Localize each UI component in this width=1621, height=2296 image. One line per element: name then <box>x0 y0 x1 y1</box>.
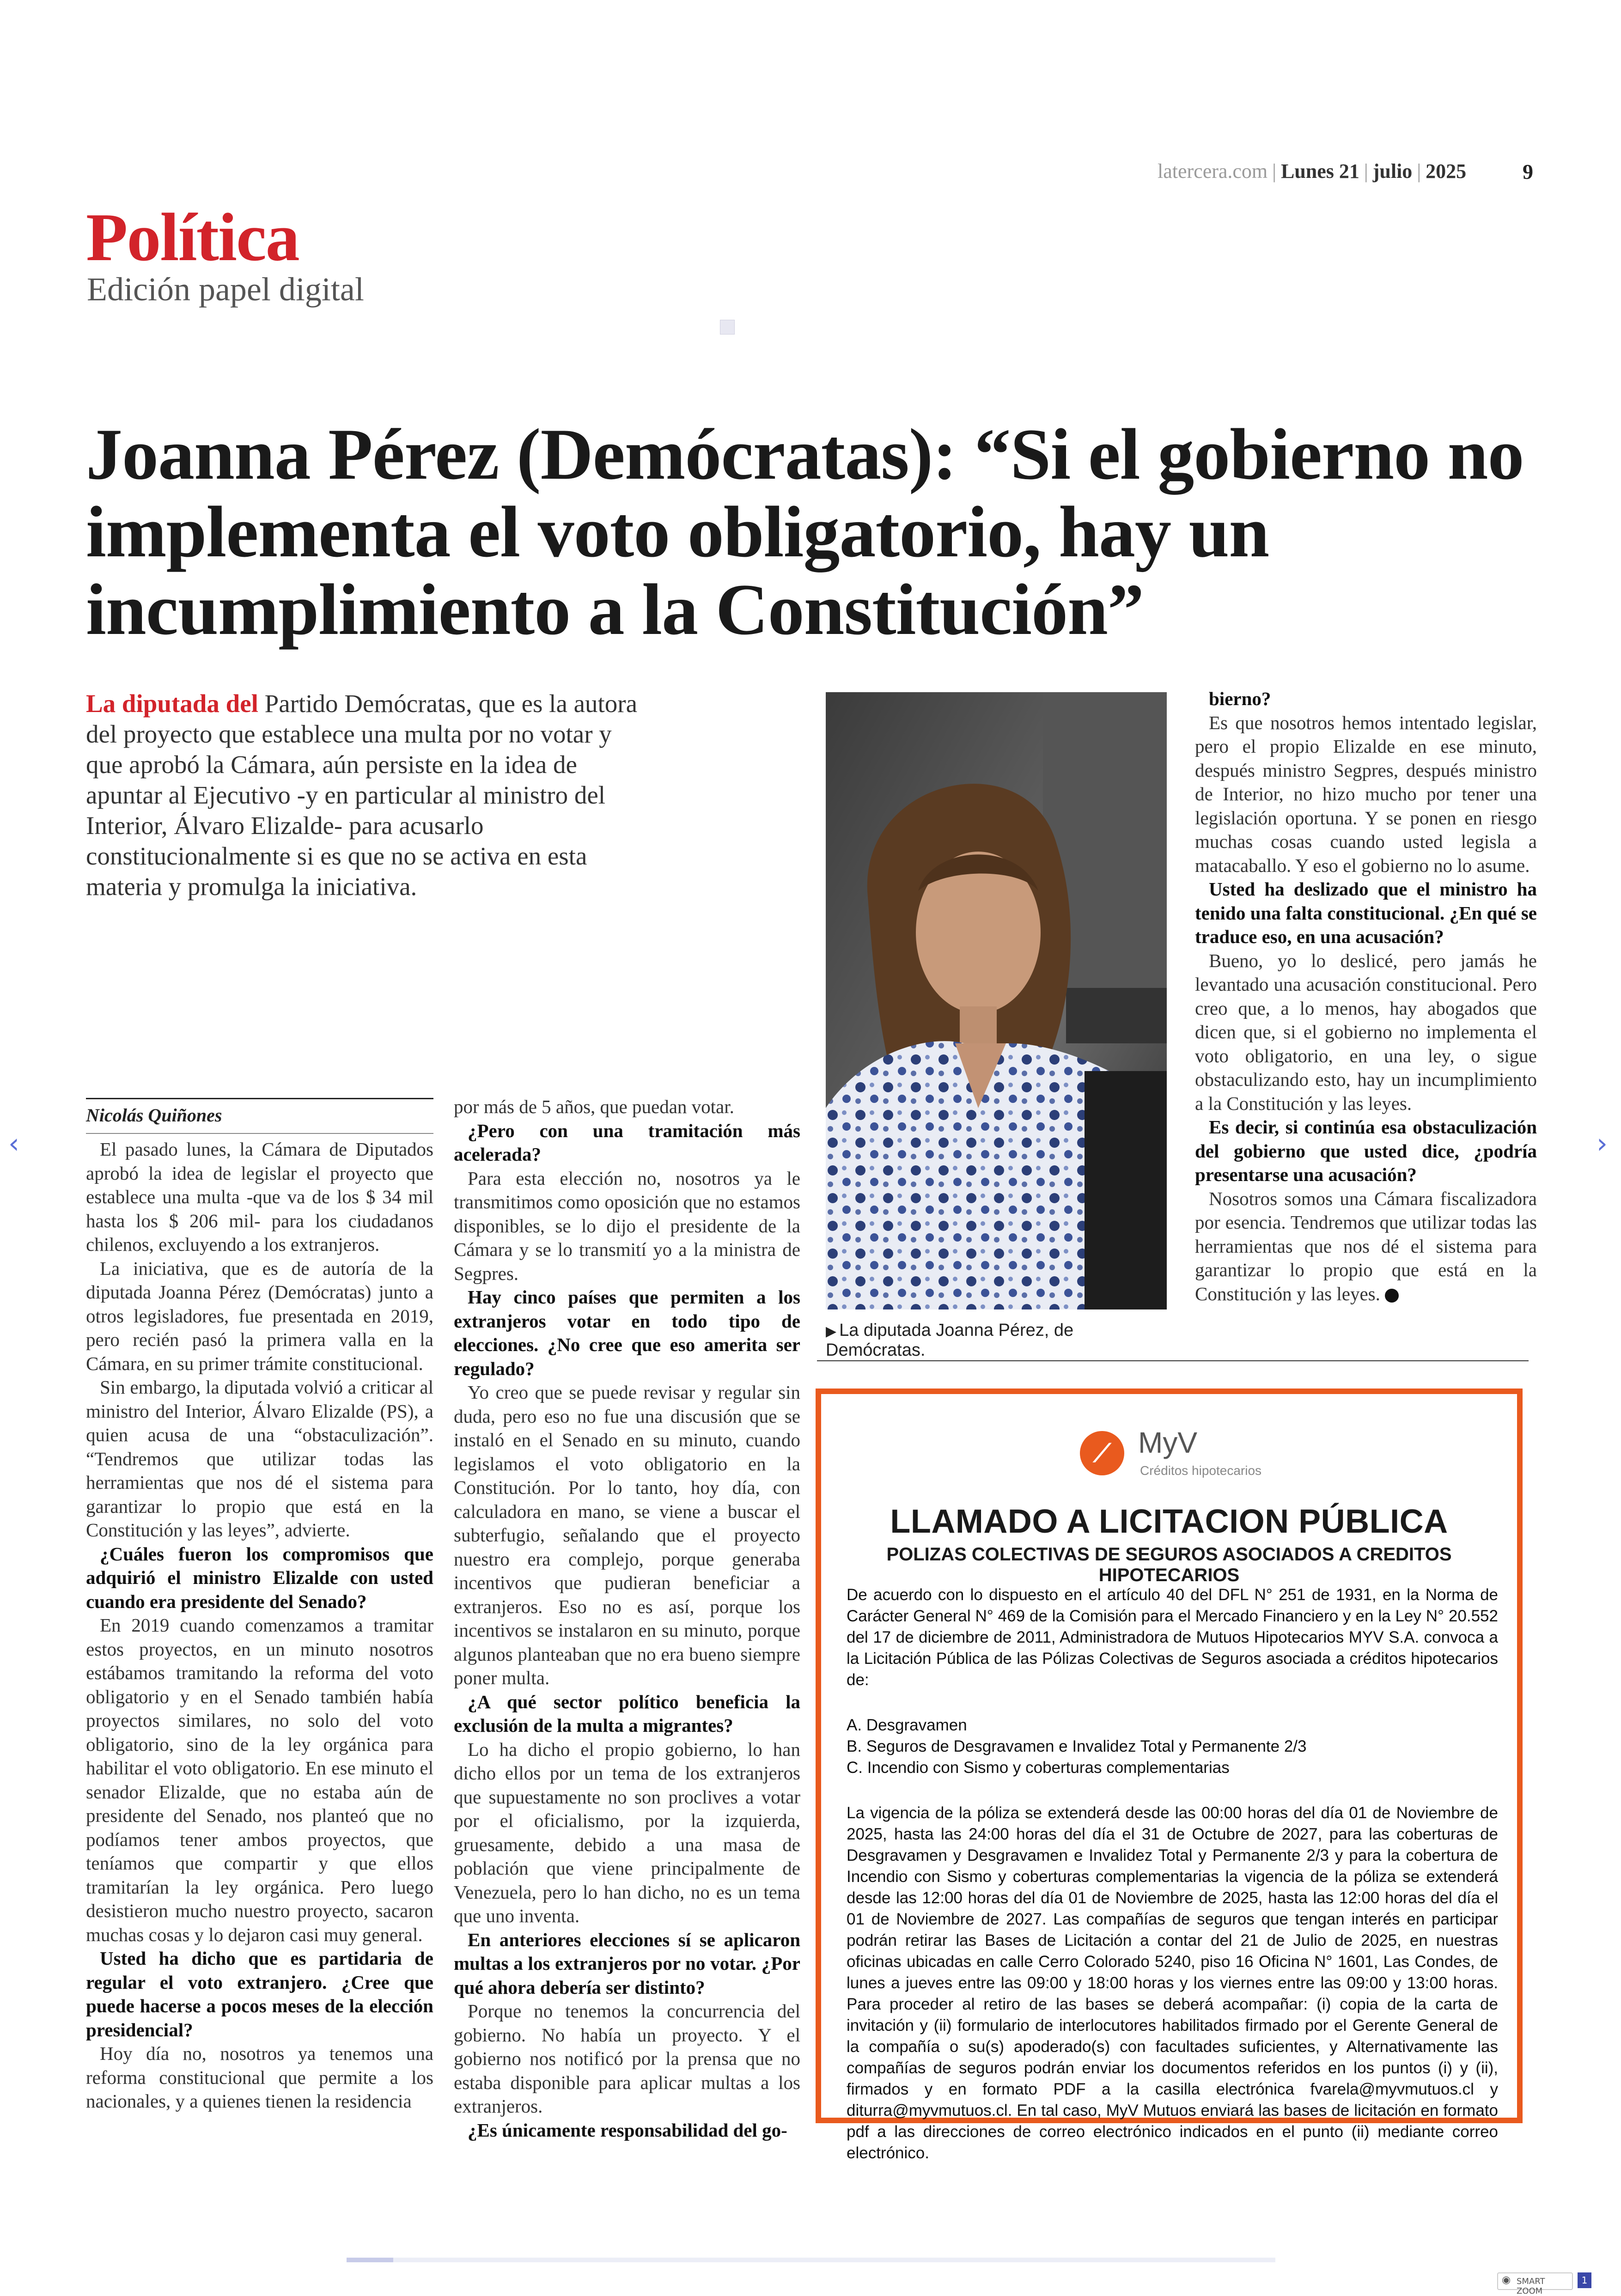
lead-text: Partido Demócratas, que es la autora del proyecto que establece una multa por no votar y que aprobó la Cámara, aún persiste en la idea de apuntar al Ejecutivo -y en particular al ministro del Interior, Álvaro Elizalde- para acusarlo constitucionalmente si es que no se activa en esta materia y promulga la iniciativa. <box>86 689 638 901</box>
advertisement-box <box>816 1389 1523 2162</box>
ad-item-a: A. Desgravamen <box>847 1716 967 1734</box>
ad-intro: De acuerdo con lo dispuesto en el artículo 40 del DFL N° 251 de 1931, en la Norma de Carácter General N° 469 de la Comisión para el Mercado Financiero y en la Ley N° 20.552 del 17 de diciembre de 2011, Administradora de Mutuos Hipotecarios MYV S.A. convoca a la Licitación Pública de las Pólizas Colectivas de Seguros asociada a créditos hipotecarios de: <box>847 1586 1498 1689</box>
article-headline: Joanna Pérez (Demócratas): “Si el gobierno no implementa el voto obligatorio, hay un incumplimiento a la Constitución” <box>86 414 1524 650</box>
article-photo <box>826 692 1167 1309</box>
issue-day: Lunes 21 <box>1280 160 1359 183</box>
site-name: latercera.com <box>1158 160 1268 183</box>
issue-year: 2025 <box>1426 160 1467 183</box>
article-paragraph: Sin embargo, la diputada volvió a criticar al ministro del Interior, Álvaro Elizalde (PS), a quien acusa de una “obstaculización”. “Tendremos que utilizar todas las herramientas que nos dé el sistema para garantizar lo propio que está en la Constitución y las leyes”, advierte. <box>86 1376 433 1541</box>
interview-question: ¿Pero con una tramitación más acelerada? <box>454 1120 800 1165</box>
myv-logo-icon: ⟋ <box>1080 1431 1124 1475</box>
ad-item-c: C. Incendio con Sismo y coberturas complementarias <box>847 1759 1230 1777</box>
article-paragraph: Hoy día no, nosotros ya tenemos una reforma constitucional que permite a los nacionales, y a quienes tienen la residencia <box>86 2043 433 2112</box>
page-scroll-bar[interactable] <box>347 2258 1275 2262</box>
interview-question: bierno? <box>1209 688 1271 709</box>
article-paragraph: Nosotros somos una Cámara fiscalizadora por esencia. Tendremos que utilizar todas las herramientas que nos dé el sistema para garantizar lo propio que está en la Constitución y las leyes. <box>1195 1188 1537 1304</box>
interview-question: Usted ha dicho que es partidaria de regular el voto extranjero. ¿Cree que puede hacerse a pocos meses de la elección presidencial? <box>86 1948 433 2040</box>
chevron-right-icon[interactable]: › <box>1597 1127 1608 1160</box>
article-paragraph: En 2019 cuando comenzamos a tramitar estos proyectos, en un minuto nosotros estábamos tramitando la reforma del voto obligatorio y en el Senado también había proyectos similares, no solo del voto obligatorio, sino de la ley orgánica para habilitar el voto obligatorio. En ese minuto el senador Elizalde, que no estaba aún de presidente del Senado, nos planteó que no podíamos tener ambos proyectos, que teníamos que compartir y que ellos tramitarían la ley orgánica. Pero luego desistieron mucho nuestro proyecto, sacaron muchas cosas y lo dejaron casi muy general. <box>86 1614 433 1945</box>
ad-terms: La vigencia de la póliza se extenderá desde las 00:00 horas del día 01 de Noviembre de 2025, hasta las 24:00 horas del día el 31 de Octubre de 2027, para las coberturas de Desgravamen y Desgravamen e Invalidez Total y Permanente 2/3 y para la cobertura de Incendio con Sismo y coberturas complementarias la vigencia de la póliza se extenderá desde las 12:00 horas del día 01 de Noviembre de 2025, hasta las 12:00 horas del día el 01 de Noviembre de 2027. Las compañías de seguros que tengan interés en participar podrán retirar las Bases de Licitación a contar del 21 de Julio de 2025, en nuestras oficinas ubicadas en calle Cerro Colorado 5240, piso 16 Oficina N° 1601, Las Condes, de lunes a jueves entre las 09:00 y 18:00 horas y los viernes entre las 09:00 y 13:00 horas. Para proceder al retiro de las bases se deberá acompañar: (i) copia de la carta de invitación y (ii) formulario de interlocutores habilitados firmado por el Gerente General de la compañía o su(s) apoderado(s) con facultades suficientes, y Alternativamente las compañías de seguros podrán enviar los documentos referidos en los puntos (i) y (ii), firmados y en formato PDF a la casilla electrónica fvarela@myvmutuos.cl y diturra@myvmutuos.cl. En tal caso, MyV Mutuos enviará las bases de licitación en formato pdf a las direcciones de correo electrónico indicados en el punto (ii) mediante correo electrónico. <box>847 1804 1498 2162</box>
byline-rule-bottom <box>86 1133 433 1134</box>
article-paragraph: Porque no tenemos la concurrencia del gobierno. No había un proyecto. Y el gobierno nos notificó por la prensa que no estaba disponible para aplicar multas a los extranjeros. <box>454 2000 800 2117</box>
section-divider <box>817 1360 1529 1361</box>
interview-question: ¿Cuáles fueron los compromisos que adquirió el ministro Elizalde con usted cuando era presidente del Senado? <box>86 1543 433 1612</box>
ad-body <box>847 1584 1498 2164</box>
chevron-left-icon[interactable]: ‹ <box>8 1127 19 1160</box>
interview-question: Hay cinco países que permiten a los extranjeros votar en todo tipo de elecciones. ¿No cree que eso amerita ser regulado? <box>454 1286 800 1379</box>
page-indicator-button[interactable]: 1 <box>1578 2272 1591 2288</box>
edition-label: Edición papel digital <box>87 271 364 308</box>
article-paragraph: La iniciativa, que es de autoría de la diputada Joanna Pérez (Demócratas) junto a otros legisladores, fue presentada en 2019, pero recién pasó la primera valla en la Cámara, en su primer trámite constitucional. <box>86 1257 433 1374</box>
article-paragraph: por más de 5 años, que puedan votar. <box>454 1096 734 1117</box>
article-paragraph: Bueno, yo lo deslicé, pero jamás he levantado una acusación constitucional. Pero creo que, a lo menos, hay abogados que dicen que, si el gobierno no implementa el voto obligatorio, en una ley, o sigue obstaculizando esto, hay un incumplimiento a la Constitución y las leyes. <box>1195 950 1537 1114</box>
article-column-1 <box>86 1138 433 2113</box>
scroll-progress-fill <box>347 2258 393 2262</box>
ad-brand-subtitle: Créditos hipotecarios <box>1140 1463 1262 1478</box>
ad-item-b: B. Seguros de Desgravamen e Invalidez Total y Permanente 2/3 <box>847 1737 1307 1755</box>
eye-icon: ◉ <box>1502 2274 1511 2286</box>
byline-rule <box>86 1098 433 1099</box>
interview-question: Es decir, si continúa esa obstaculización del gobierno que usted dice, ¿podría presentarse una acusación? <box>1195 1116 1537 1185</box>
article-paragraph: Yo creo que se puede revisar y regular sin duda, pero eso no fue una discusión que se instaló en el Senado en su minuto, cuando legislamos el voto obligatorio en la Constitución. Por lo tanto, hoy día, con calculadora en mano, se viene a buscar el subterfugio, señalando que el proyecto nuestro era complejo, porque generaba incentivos que pudieran beneficiar a extranjeros. Eso no es así, porque los incentivos se instalaron en su minuto, porque algunos planteaban que no era bueno siempre poner multa. <box>454 1382 800 1688</box>
lead-highlight: La diputada del <box>86 689 258 718</box>
masthead-date-line: latercera.com | Lunes 21 | julio | 2025 <box>1158 160 1467 183</box>
article-column-2 <box>454 1095 800 2142</box>
photo-caption <box>826 1321 1177 1360</box>
byline: Nicolás Quiñones <box>86 1105 222 1126</box>
end-of-article-icon <box>1385 1289 1399 1303</box>
issue-month: julio <box>1372 160 1413 183</box>
interview-question: Usted ha deslizado que el ministro ha tenido una falta constitucional. ¿En qué se traduce eso, en una acusación? <box>1195 878 1537 947</box>
interview-question: En anteriores elecciones sí se aplicaron multas a los extranjeros por no votar. ¿Por qué ahora debería ser distinto? <box>454 1929 800 1998</box>
smart-zoom-label: SMART ZOOM <box>1517 2277 1545 2296</box>
page-number: 9 <box>1523 160 1533 183</box>
article-lead <box>86 688 654 902</box>
article-paragraph: Lo ha dicho el propio gobierno, lo han dicho ellos por un tema de los extranjeros que supuestamente no son proclives a votar por el oficialismo, por la izquierda, gruesamente, debido a una masa de población que viene principalmente de Venezuela, pero lo han dicho, no es un tema que uno inventa. <box>454 1738 800 1926</box>
caption-text: La diputada Joanna Pérez, de Demócratas. <box>826 1321 1074 1360</box>
ad-subtitle: POLIZAS COLECTIVAS DE SEGUROS ASOCIADOS A CREDITOS HIPOTECARIOS <box>886 1544 1452 1585</box>
ad-brand: MyV <box>1138 1426 1197 1459</box>
caption-arrow-icon: ▶ <box>826 1324 837 1339</box>
section-title: Política <box>86 200 299 275</box>
article-paragraph: Para esta elección no, nosotros ya le transmitimos como oposición que no estamos disponibles, se lo dijo el presidente de la Cámara y se lo transmití yo a la ministra de Segpres. <box>454 1167 800 1284</box>
article-paragraph: Es que nosotros hemos intentado legislar, pero el propio Elizalde en ese minuto, después ministro Segpres, después ministro de Interior, no hizo mucho por tener una legislación oportuna. Y se ponen en riesgo muchas cosas cuando usted legisla a matacaballo. Y eso el gobierno no lo asume. <box>1195 712 1537 876</box>
smart-zoom-button[interactable] <box>1497 2272 1573 2296</box>
article-column-3 <box>1195 687 1537 1306</box>
interview-question: ¿Es únicamente responsabilidad del go- <box>468 2119 787 2141</box>
article-paragraph: El pasado lunes, la Cámara de Diputados aprobó la idea de legislar el proyecto que establece una multa -que va de los $ 34 mil hasta los $ 206 mil- para los ciudadanos chilenos, excluyendo a los extranjeros. <box>86 1139 433 1255</box>
page-marker-icon <box>720 320 735 335</box>
ad-title: LLAMADO A LICITACION PÚBLICA <box>890 1503 1448 1540</box>
portrait-illustration <box>826 692 1167 1309</box>
interview-question: ¿A qué sector político beneficia la exclusión de la multa a migrantes? <box>454 1691 800 1736</box>
